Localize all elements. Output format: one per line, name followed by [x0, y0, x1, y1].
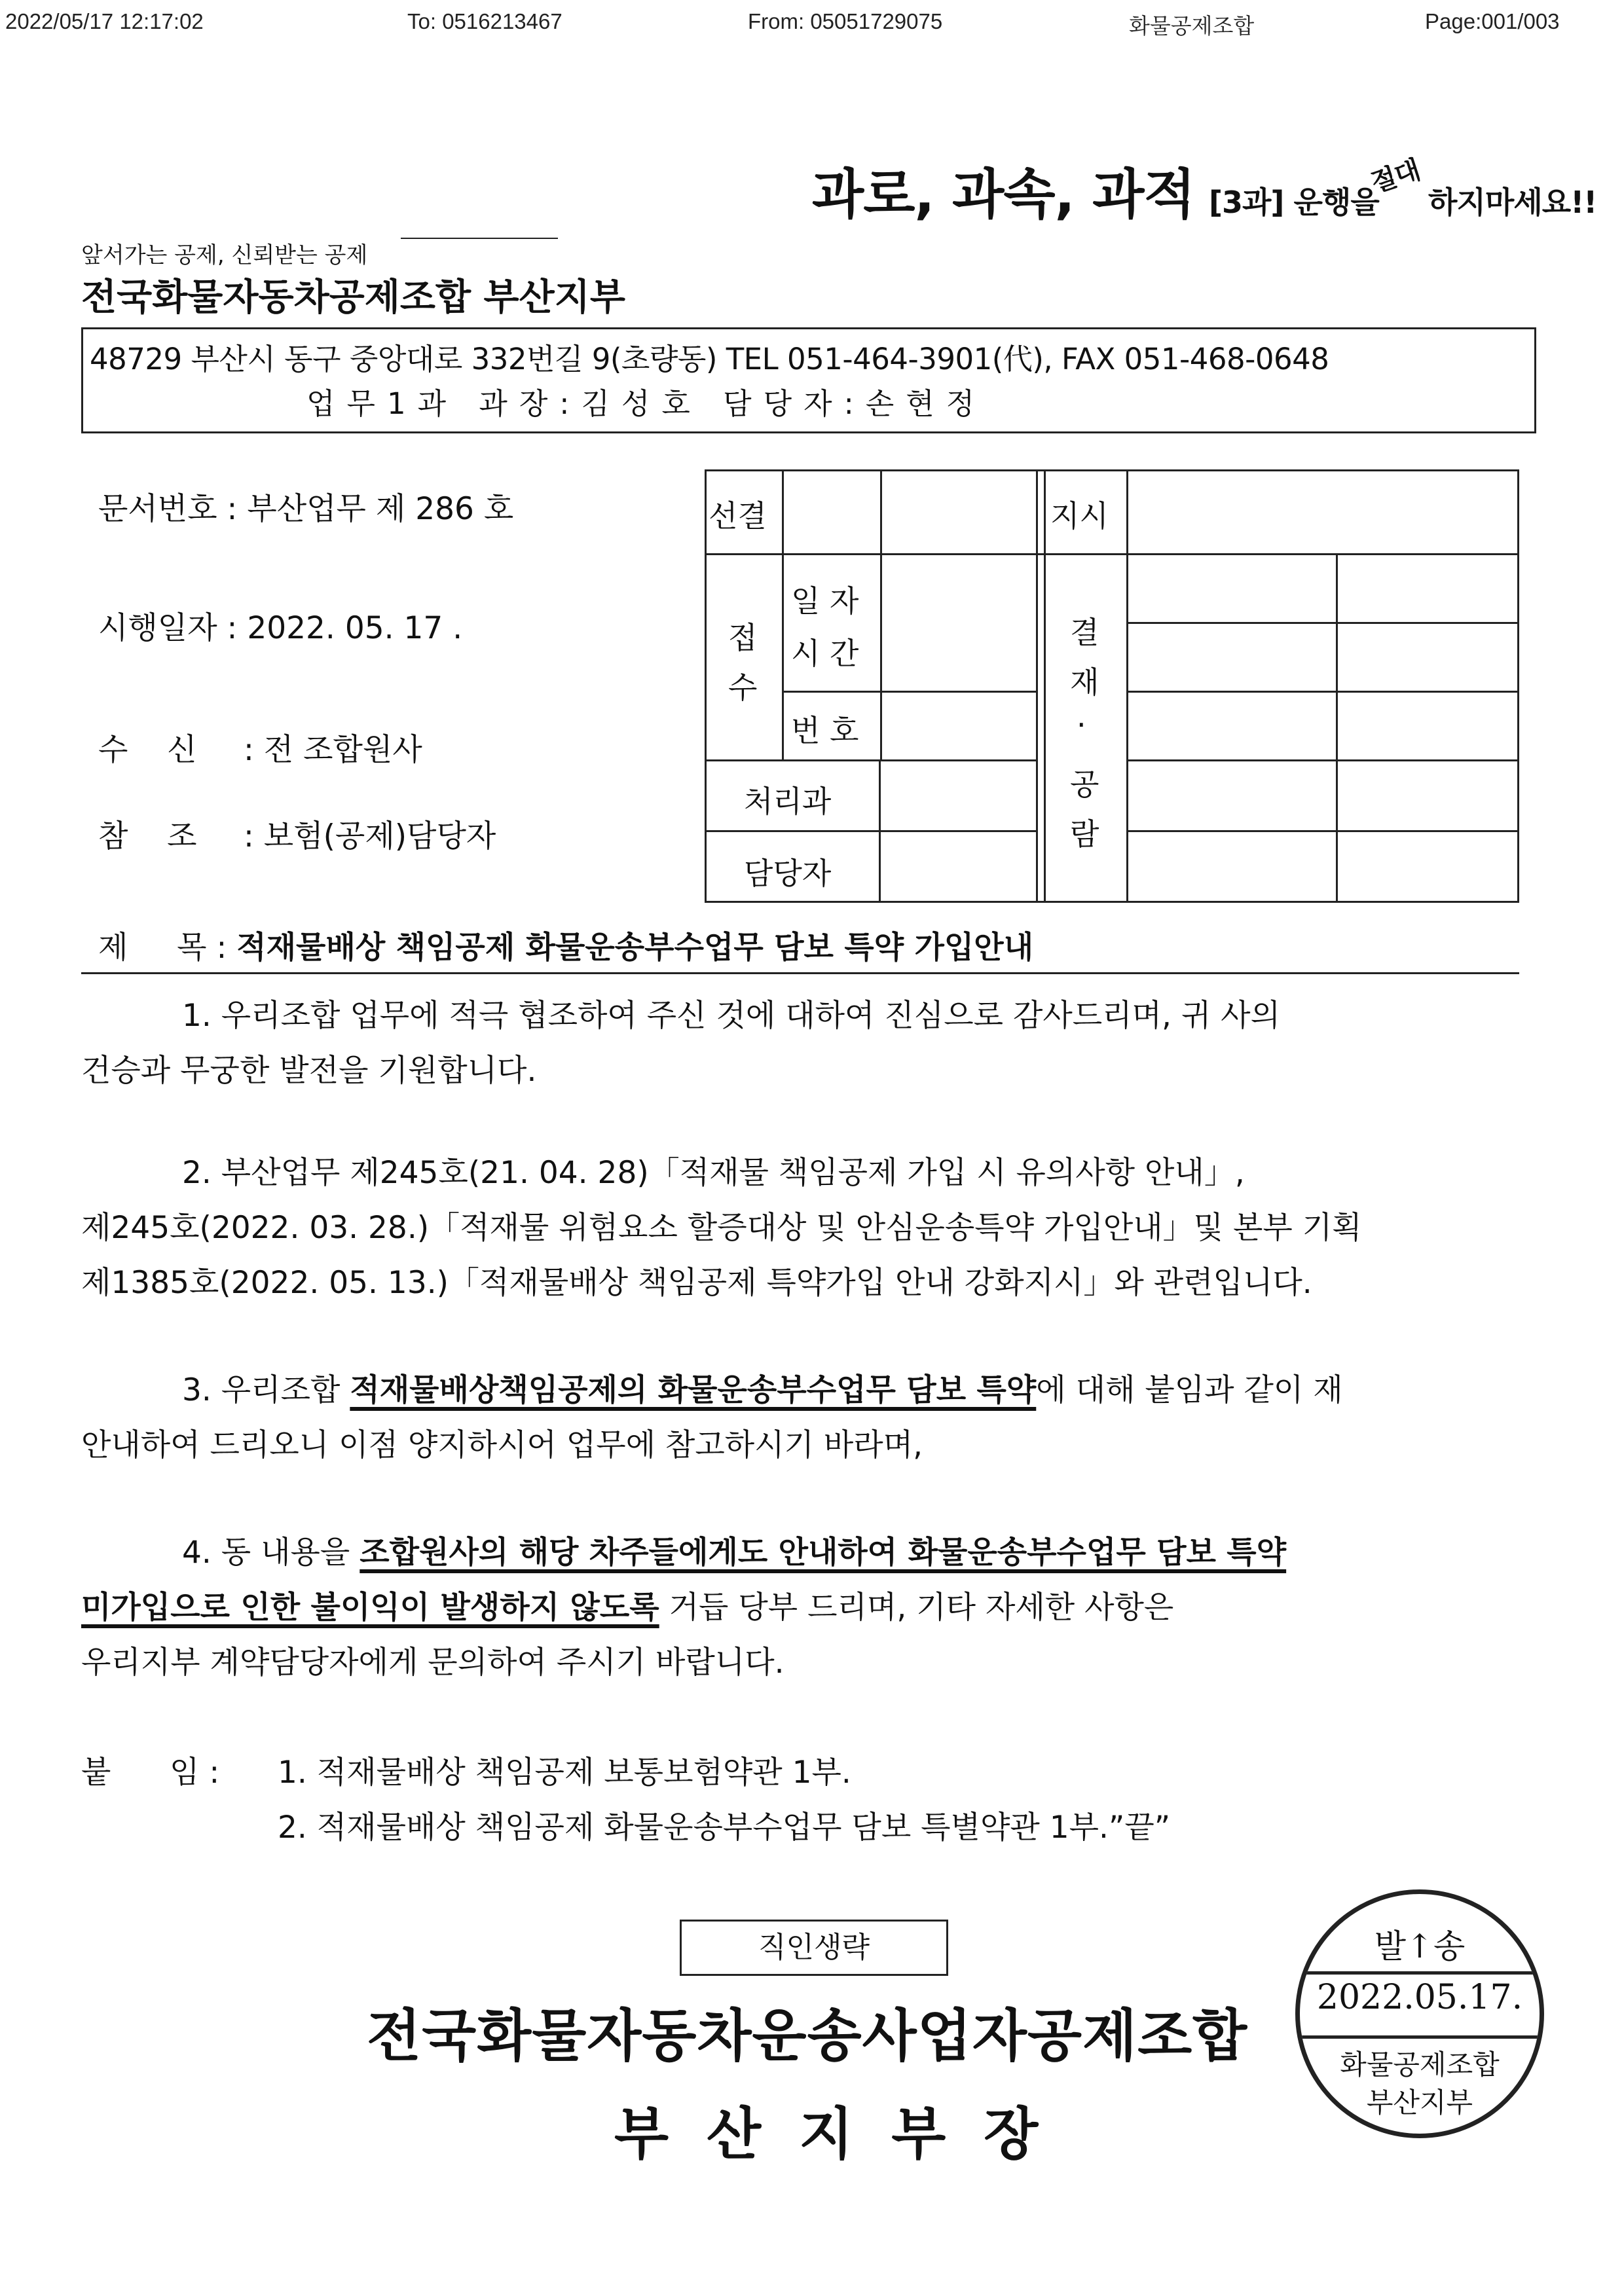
body-p3-line1: 3. 우리조합 적재물배상책임공제의 화물운송부수업무 담보 특약에 대해 붙임과 같이 재	[182, 1372, 1343, 1408]
recipient-label: 수 신	[98, 732, 197, 768]
contact-line: 업무1과 과장:김성호 담당자:손현정	[306, 386, 987, 421]
table-rule	[1336, 553, 1338, 903]
stamp-org-1: 화물공제조합	[1340, 2049, 1500, 2081]
footer-title: 부산지부장	[614, 2102, 1077, 2167]
body-p1-line2: 건승과 무궁한 발전을 기원합니다.	[81, 1053, 537, 1089]
stamp-date: 2022.05.17.	[1316, 1978, 1523, 2017]
table-rule	[1044, 469, 1046, 903]
table-rule	[1126, 691, 1519, 693]
table-rule	[705, 830, 1037, 832]
emphasis-underline: 미가입으로 인한 불이익이 발생하지 않도록	[81, 1590, 659, 1626]
table-rule	[1126, 830, 1519, 832]
body-p4-line2: 미가입으로 인한 불이익이 발생하지 않도록 거듭 당부 드리며, 기타 자세한 사항은	[81, 1590, 1174, 1626]
table-rule	[879, 759, 881, 903]
reference-label: 참 조	[98, 818, 197, 854]
table-rule	[705, 759, 1037, 761]
subject-label: 제 목 :	[98, 930, 227, 966]
cell-seongyeol: 선결	[709, 498, 767, 534]
cell-jeopsu-2: 수	[728, 670, 758, 705]
table-rule	[783, 691, 1037, 693]
attachment-item-1: 1. 적재물배상 책임공제 보통보험약관 1부.	[278, 1755, 851, 1791]
footer-org: 전국화물자동차운송사업자공제조합	[367, 2003, 1248, 2069]
address-line: 48729 부산시 동구 중앙대로 332번길 9(초량동) TEL 051-464-3901(代), FAX 051-468-0648	[90, 342, 1329, 376]
cell-jisi: 지시	[1050, 498, 1109, 534]
cell-gyeoljae-1: 결	[1070, 615, 1099, 650]
cell-jeopsu-1: 접	[728, 620, 758, 655]
cell-cheorigwa: 처리과	[744, 784, 832, 819]
table-rule	[1036, 469, 1038, 903]
table-rule	[880, 469, 882, 759]
cell-ilja: 일 자	[791, 583, 859, 619]
emphasis-underline: 조합원사의 해당 차주들에게도 안내하여 화물운송부수업무 담보 특약	[360, 1535, 1287, 1571]
attachment-item-2: 2. 적재물배상 책임공제 화물운송부수업무 담보 특별약관 1부.”끝”	[278, 1810, 1171, 1846]
fax-page: Page:001/003	[1425, 9, 1560, 33]
body-p4-line1: 4. 동 내용을 조합원사의 해당 차주들에게도 안내하여 화물운송부수업무 담보 특약	[182, 1535, 1287, 1571]
stamp-org-2: 부산지부	[1366, 2086, 1473, 2119]
fax-datetime: 2022/05/17 12:17:02	[5, 9, 204, 33]
table-rule	[1126, 759, 1519, 761]
table-rule	[782, 469, 784, 759]
subject-rule	[81, 972, 1519, 974]
dispatch-stamp	[1295, 1889, 1544, 2138]
stamp-top: 발↑송	[1374, 1927, 1466, 1965]
table-rule	[1126, 469, 1128, 903]
emphasis-underline: 적재물배상책임공제의 화물운송부수업무 담보 특약	[350, 1372, 1037, 1408]
cell-gyeoljae-2: 재	[1070, 665, 1099, 700]
tagline-rule	[401, 238, 558, 239]
body-p2-line1: 2. 부산업무 제245호(21. 04. 28)「적재물 책임공제 가입 시 유의사항 안내」,	[182, 1155, 1245, 1191]
tagline: 앞서가는 공제, 신뢰받는 공제	[81, 242, 368, 268]
body-p1-line1: 1. 우리조합 업무에 적극 협조하여 주신 것에 대하여 진심으로 감사드리며, 귀 사의	[182, 998, 1280, 1034]
reference: : 보험(공제)담당자	[244, 818, 496, 854]
issue-date: 시행일자 : 2022. 05. 17 .	[98, 610, 463, 646]
body-p2-line2: 제245호(2022. 03. 28.)「적재물 위험요소 할증대상 및 안심운송특약 가입안내」및 본부 기획	[81, 1210, 1362, 1246]
fax-sender: 화물공제조합	[1129, 14, 1255, 38]
cell-damdangja: 담당자	[744, 856, 832, 891]
cell-sigan: 시 간	[791, 636, 859, 671]
cell-gyeoljae-5: 람	[1070, 816, 1099, 852]
seal-omitted-box: 직인생략	[680, 1920, 948, 1976]
doc-number: 문서번호 : 부산업무 제 286 호	[98, 491, 514, 527]
recipient: : 전 조합원사	[244, 732, 422, 768]
safety-slogan: 과로, 과속, 과적 [3과] 운행을절대하지마세요!!	[812, 152, 1596, 228]
body-p2-line3: 제1385호(2022. 05. 13.)「적재물배상 책임공제 특약가입 안내 강화지시」와 관련입니다.	[81, 1265, 1312, 1301]
cell-gyeoljae-3: ·	[1077, 707, 1086, 742]
fax-from: From: 05051729075	[748, 9, 943, 33]
table-rule	[1126, 622, 1519, 624]
subject-text: 적재물배상 책임공제 화물운송부수업무 담보 특약 가입안내	[236, 930, 1034, 966]
approval-table	[705, 469, 1519, 903]
cell-gyeoljae-4: 공	[1070, 767, 1099, 802]
cell-beonho: 번 호	[791, 713, 859, 748]
subject-line	[98, 923, 1033, 967]
org-name: 전국화물자동차공제조합 부산지부	[81, 276, 625, 319]
slogan-emphasis: 절대	[1367, 155, 1424, 199]
body-p3-line2: 안내하여 드리오니 이점 양지하시어 업무에 참고하시기 바라며,	[81, 1427, 923, 1463]
table-rule	[705, 553, 1519, 555]
attachments-label: 붙 임 :	[81, 1755, 220, 1791]
fax-to: To: 0516213467	[407, 9, 563, 33]
body-p4-line3: 우리지부 계약담당자에게 문의하여 주시기 바랍니다.	[81, 1645, 784, 1681]
